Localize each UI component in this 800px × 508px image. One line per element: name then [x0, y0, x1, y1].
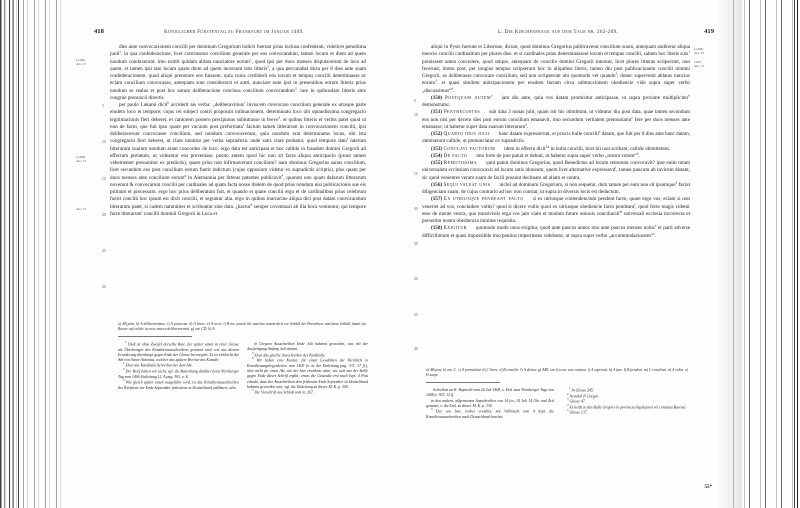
gloss-number: (157) — [431, 196, 443, 203]
gloss-paragraph — [422, 109, 690, 131]
paragraph: dies ante convocacionem concilii per dominum Gregorium indicti fuerunt prius inclusa confederati, videlicet penultima junii$^a$. in qua confederacione, licet conclusetur concilium generale per eos convocandum, tamen locum et diem ad quem nondum conduxerunt. imo extitit quidam ablata nunciatore eorum$^1$, quod ipsi per duos menses disputaverunt de loco ad quem. et tamen ipsi tam locum quam diem ad quem incersunt istis litteris$^2$, a qua percunabat dicta per 8 dies ante suam confederacionem. quod aliqui prenotare eos fuissent. quia cuius crediderit eos locum et tempus concilii determinasse ac eciam concilium convocasse, antequam sunt consideravit et autti, nunciare eum ipsi in presentibus eorum litteris prius nondum se realus et post hoc autum deliberacione conclusa concilium convocandum$^3$. iure in quibusdam litteris ante congrue prenuncii directis — [110, 44, 367, 101]
footnote-column — [426, 388, 554, 420]
book-fore-edge-left — [0, 0, 62, 508]
gloss-text: iam diu ante, quia vos datam promisitur anticipasse, ut supra proxime multipliciter$^b$ demonstratur. — [422, 93, 690, 108]
gloss-paragraph — [422, 131, 690, 146]
line-number: 5 — [414, 99, 416, 103]
footnote: $^4$ Wie gleich später unten ausgeführt wird, ist das Konzilienausschreiben der Kurfürsts vor Ende September frühestens in Deutschland publiziert, also — [118, 377, 239, 390]
critical-apparatus-right: a) AB post. b) om. C. c) A promittitur. d) C litere. e) B concilio. f) A dicitur. g) ABC om. h) corr. aus vestrum. i) A expressit. k) A ipse. l) B pendeat. m) C conciliati. n) A vobis. o) D saepe. — [426, 368, 688, 378]
gloss-lemma: Postquam autem — [444, 94, 491, 101]
running-head-left: Königlicher Fürstentag zu Frankfurt im Januar 1409. — [164, 29, 304, 35]
critical-apparatus-left: a) AB petii. b) A deliberavimus. c) A prosecun. d) A breve. e) A recte. f) B ms. ponete bis nunciise autem dicit vor Schluß der Parenthese und dann Schluß, damit ein Besser auf solche in recte antecu deliberaverunt. g) om. CD. h) A — [118, 322, 366, 332]
gloss-paragraph — [422, 153, 690, 160]
running-head-right: L. Die Kirchenfrage auf dem Tage nr. 262-269. — [498, 29, 618, 35]
gloss-paragraph — [422, 196, 690, 225]
gloss-number: (151) — [431, 109, 443, 116]
line-number: 15 — [102, 177, 106, 181]
main-text-right — [422, 44, 690, 240]
line-number: 25 — [102, 249, 106, 253]
footnote: $^5$ Glosse 137. — [567, 408, 588, 415]
footnote: $^5$ Der, wie bzw. vorher erwähnt, mit Vollmacht vom 4 Sept. die Konzilienausschreiben nach Deutschland brachte. — [426, 407, 554, 419]
book-fore-edge-right — [724, 0, 800, 508]
page-left — [62, 0, 378, 508]
footnote: Schreiben an K. Ruprecht vom 26 Juli 1408, s. Einl. zum Nürnberger Tage von 1408 p. 303, 12 ff. — [426, 388, 554, 398]
gloss-number: (158) — [431, 225, 443, 232]
signature-mark: 55* — [704, 485, 712, 490]
footnote: $^3$ Glosse 47. — [567, 397, 586, 404]
paragraph: aliqui in Pysis fuerunt et Libornae, dicunt, quod dominus Gregorius publicaverat concilium suum, antequam audiretur aliqua mencio concilii cardinalium per plures dies. et si cardinales prius determinassent locum et tempus concilii, saltem hoc literis suis$^1$ potuissent antea concedere, quod utique, antequam de concilio domini Gregorii innotuit, licet plures litteras scripserint, non fecerunt; immo post, per longius tempus scripserunt hoc in aliquibus literis, tamen diu post publicacionem concilii domini Gregorii, se deliberasse convocare concilium, sed non scripserunt ubi quomodo vel quando$^2$, donec supervenit ablatus nuncius eorum$^3$. et quasi similem anticipacionem per eosdem factam circa subtraccionem obediencie vide supra super verbo „discussimus“$^4$. — [422, 44, 690, 94]
footnote-column — [118, 342, 239, 396]
marginal-note: (1409) Jan. 15 — [76, 155, 87, 164]
gloss-sections — [422, 95, 690, 240]
line-number: 20 — [414, 207, 418, 211]
gloss-text: imo forte de jure patuit et debuit, ut habetur supra super verbo „nostra votum“$^h$. — [476, 151, 640, 159]
footnote: $^4$ Es heißt in den Bulle Gregors in provincia Aquilejensi vel comitatu Barensi. — [567, 402, 687, 410]
gloss-lemma: Remotissima — [443, 160, 478, 166]
gloss-number: (156) — [431, 181, 443, 188]
gloss-number: (153) — [431, 145, 443, 152]
marginal-note: (1409) Jan. 15 — [694, 47, 705, 56]
page-spread — [62, 0, 724, 508]
footnote: $^6$ Wir haben eine Kontra; für einen Gewählten der Kirchlich in Konzilienangelegenheiten vom 1409 (s. in der Einleitung pag. 337, 17 ff.), aber nicht für einen Akt, wie der hier erwähnte wäre, wie sich aus der Stelle gegen Ende dieser Schrift ergibt; etwas die Gesandte erst nach Sept. 4 Pius erlaubt, dass der Ausschreiben dem frühesten Ende September in Deutschland bekannt geworden sein; vgl. die Einleitung zu dieser M. K. p. 345. — [247, 356, 368, 389]
gloss-paragraph: (150) Postquam autem$^a$ iam diu ante, quia vos datam promisitur anticipasse, ut supra proxime multipliciter$^b$ demonstratur. — [422, 93, 690, 108]
marginal-note: Jan. 15 — [76, 207, 87, 211]
main-text-left — [110, 44, 366, 218]
marginal-note: 1409 Jan. 15 — [694, 60, 705, 69]
gloss-paragraph — [422, 225, 690, 240]
footnote: $^2$ Nemlich P. Gregor. — [567, 391, 599, 398]
footnote-column — [562, 388, 690, 420]
footnote: $^1$ Dieß ist ohne Zweifel derselbe Bote, der später unten in einer Glosse als Überbringer des Konzilienausschreibens genannt wird, wie aus diesem Erwiderung überhaupt gegen Ende der Glosse hervorgeht. Es ist vielleicht der Abt von Sanct-Antonius, welcher das spätere Breviar des Konzils- — [118, 340, 239, 363]
line-number: 40 — [414, 347, 418, 351]
gloss-paragraph — [422, 182, 690, 197]
footnote: in den andern, allgemeinen Ausschreiben von 14 (es, 14 Juli 14 Uhr und Zeit genannt, s. die Einl. zu dieser M. K. p. 330. — [426, 398, 554, 408]
footnotes-right — [426, 388, 690, 420]
gloss-lemma: Conclavi factorum — [443, 145, 496, 152]
line-number: 10 — [102, 140, 106, 144]
gloss-lemma: Sequi valeat unis — [443, 181, 491, 188]
page-right — [392, 0, 724, 508]
gloss-number: (152) — [431, 131, 443, 137]
line-number: 20 — [102, 213, 106, 217]
footnote: $^3$ Der Brief haben wir nicht, vgl. die Bemerkung darüber beim Nürnberger Tag vom 1406 Einleitung 12. A pag. 303, o. ß. — [118, 367, 239, 379]
gloss-lemma: De facto — [443, 152, 468, 159]
footnote-rule-right — [426, 382, 500, 383]
footnotes-left — [118, 342, 368, 396]
folio-left: 418 — [94, 28, 104, 35]
gloss-text: nichil ad dominum Gregorium, si non sequetur, dum tamen per eum non sit ipsumque$^k$ faciat diligenciam suam, de cujus contrario ad hoc non constat, ut supra in diversis locis est deductum. — [422, 180, 690, 195]
gloss-paragraph — [422, 143, 690, 153]
gloss-lemma: Exigitur — [443, 225, 467, 232]
gloss-number: (150) — [431, 94, 443, 101]
line-number: 15 — [414, 172, 418, 176]
paragraph: per paulo Lukanii dicit$^b$ acciderit ais verba: „deliberavimus$^c$ inviscem convocare concilium generale ex utraque parte eiudem loco et tempore; cujus rei subjeci contri proposuit intimacionem, determinato loco ubi optandissima congregacio legitimacionis fieri deberet, et cantorem postero precipimus subintrasse in breve$^d$. et quibus litteris et verbis patet quod ut non de facto, que fuit ipso quare per vacuum post preformata$^e$ factum tamen litterarum in convocacionem concilii, ipsi deliberaverunt convocasse concilium, sed nondum convocaverant, quia nondum erat determinatus locus, ubi ista congregacio fieri deberet, ut clare innuitur per verba supradicta. unde satis clare probatur, quod tempore dato$^f$ laterum litterarum suarum nondum erant concordes de loco. ergo data est anticipata et hoc callide in fraudem domini Gregorii ad effectum prelatum, ut videantur eos prevenisse. posito autem quod hic non sit facta aliqua anticipacio (prout tamen vehementer presumitur ex predictis), quare prius non infirmaverunt concilium? nam dominus Gregorius sanus concilium, licet secundum eos post concilium eorum fuerit indictum (cujus opposium videtur ex supradictis scriptis), plus quam per duos menses ante concilium eorum$^g$ in Alemannia per litteras patentes publicavit$^4$, quarum uno quam dafarum litterarum noverunt & convocarunt concilii per cardinales ad quam facta nosse ibidem de quod prius nondum nisi publicacionis sue eis primum et processum. ergo hoc prius deliberatum fuit, et quando et quare concilii ergo et de cardinalibus prius celebrum fuerit concilii hoc ipsum est dixit concilii, et seguntur alia. ergo in quibus inurracine aliqua dici post datam convocandum litterarum patet, si cadem naturaliter et scribuntur sine data. ¿hactur$^h$ semper coventuari ab illa hoca veniuntur, qui tempore facte litterarum$^i$ concilii dominii Gregorii in Luca et — [110, 100, 367, 217]
gloss-text: si ex utriusque contendencium pendent facto, quare ergo vos, eciam si non veneriet ad vos, concludere vultis? quod si dicere vultis quod ex utriusque obediencie facto pendeant$^l$, quod forte magis videtur esse de mente vestra, quo transivistis erga vos jam viam et modum future unionis conciliaciti$^m$ universali ecclesia incorrecta et presertim nostra obediencia minime requisita. — [422, 196, 690, 224]
gloss-text: quomodo modo unus exigitur, quod ante paucos annos imo ante paucos menses nobis$^n$ et parti adverse difficillimum et quasi impossibile imo penitus impertinens videbatur, ut supra super verbo „accommodacionem“$^o$. — [422, 223, 690, 239]
gloss-text: hanc datam expresserunt, et priscis bulle concilii$^e$ datam, que fuit per 8 dies ante hanc datam, obmiserunt callide, ut prenunciatur ex supradictis. — [422, 129, 690, 145]
gloss-paragraph — [422, 160, 690, 182]
line-number: 10 — [414, 113, 418, 117]
gloss-text: idem in effectu dicit$^{f,g}$ in bulla concilii, licet hii non scribant, callide obmittentes. — [504, 143, 671, 152]
gloss-lemma: Penthecostes — [443, 109, 481, 116]
gloss-text: sub data 3 nonas julii, quam isti hic obmittunt, ut videatur diu post data, quae tamen secundum eos non nisi per decem dies post eorum concilium emanavit, imo secundum veritatem premuniatur$^c$ fere per duos menses ante emanasse, ut habetur super data suarum litterarum$^d$. — [422, 109, 691, 130]
line-number: 25 — [414, 242, 418, 246]
gloss-lemma: Ex utriusque pendeant facto — [443, 196, 524, 203]
gloss-lemma: Quarto idus julii — [443, 131, 490, 137]
footnote: $^2$ Eben das Kardinals-Schreiben bei dem Abt. — [123, 361, 193, 368]
footnote: $^7$ Die Vorschrift aus Schloß vom nr. 267. — [252, 388, 314, 395]
folio-right: 419 — [704, 28, 714, 35]
line-number: 30 — [102, 285, 106, 289]
gloss-number: (154) — [431, 152, 443, 159]
footnote: in Gregors Ausschreiben Ende Juli bekannt geworden, was mit der Ausfertigung Anfang Juli stimmt. — [247, 342, 368, 352]
marginal-note: (1409) Jan. 15 — [76, 58, 87, 67]
footnote-column — [247, 342, 368, 396]
gloss-number: (155) — [431, 160, 443, 166]
footnote: $^5$ Eben das gleiche Ausschreiben der Kardinäle. — [252, 350, 326, 357]
line-number: 5 — [102, 104, 104, 108]
footnote: $^1$ In Glosse 245. — [569, 386, 594, 393]
footnote-rule-left — [118, 336, 192, 337]
gloss-text: quid patuit dominus Gregorius, quod Benedictus ad locum remotum convocavit? ipse enim totam universalem ecclesiam convocavit ad locum satis idoneum, quem licet alternative expressavit$^i$, tamen paucum ab invicem distant, sic quod venientes veram suam de facili possunt declinare ad aliam et contra. — [422, 160, 690, 181]
line-number: 30 — [414, 277, 418, 281]
line-number: 35 — [414, 313, 418, 317]
